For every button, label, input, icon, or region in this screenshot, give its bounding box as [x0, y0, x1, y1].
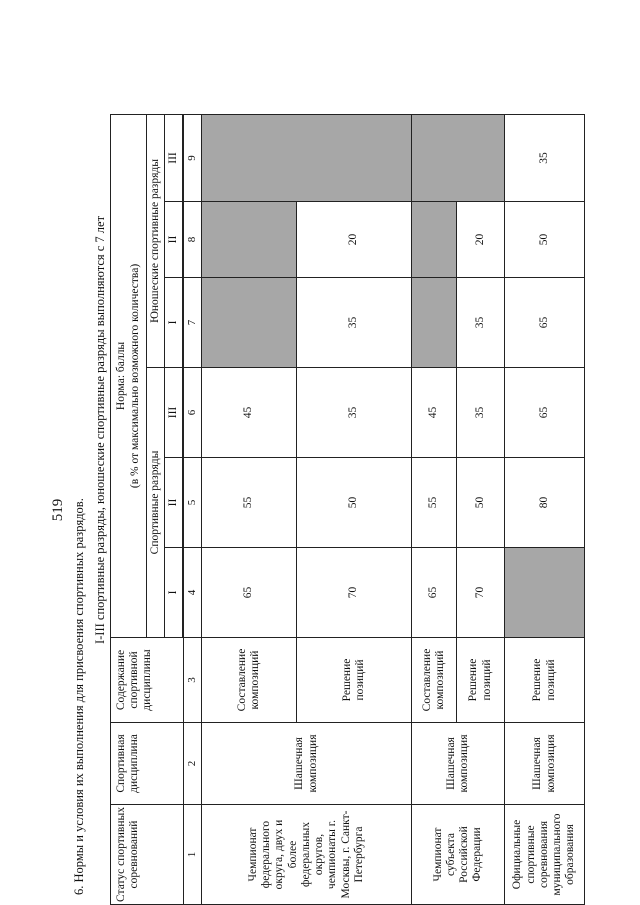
- value-cell-empty: [202, 202, 297, 278]
- column-number: 5: [184, 458, 202, 548]
- value-cell: 35: [505, 114, 585, 201]
- value-cell-empty: [505, 548, 585, 638]
- discipline-cell: Шашечная композиция: [505, 723, 585, 805]
- section-heading: 6. Нормы и условия их выполнения для присвоения спортивных разрядов.: [72, 498, 86, 895]
- status-cell: Чемпионат федерального округа, двух и более федеральных округов, чемпионаты г. Москвы, г. Санкт-Петербурга: [202, 805, 412, 905]
- content-cell: Составление композиций: [202, 638, 297, 723]
- value-cell: 35: [297, 278, 412, 368]
- value-cell: 65: [505, 278, 585, 368]
- value-cell-empty: [412, 114, 505, 201]
- value-cell: 50: [457, 458, 505, 548]
- value-cell: 55: [412, 458, 457, 548]
- table-caption: I-III спортивные разряды, юношеские спортивные разряды выполняются с 7 лет: [93, 215, 107, 645]
- discipline-cell: Шашечная композиция: [202, 723, 412, 805]
- value-cell: 35: [457, 368, 505, 458]
- value-cell: 50: [505, 202, 585, 278]
- column-number: 3: [184, 638, 202, 723]
- header-norm: [111, 114, 147, 637]
- value-cell: 80: [505, 458, 585, 548]
- column-number: 6: [184, 368, 202, 458]
- content-cell: Решение позиций: [297, 638, 412, 723]
- rank-col-header: I: [165, 548, 183, 638]
- page-number: 519: [50, 498, 66, 522]
- value-cell-empty: [412, 202, 457, 278]
- value-cell: 45: [202, 368, 297, 458]
- norms-table-container: [110, 115, 577, 905]
- value-cell: 65: [202, 548, 297, 638]
- header-row-1: [111, 114, 147, 904]
- status-cell: Чемпионат субъекта Российской Федерации: [412, 805, 505, 905]
- content-cell: Решение позиций: [505, 638, 585, 723]
- value-cell: 70: [297, 548, 412, 638]
- header-status: Статус спортивных соревнований: [111, 805, 184, 905]
- rank-col-header: III: [165, 368, 183, 458]
- value-cell: 55: [202, 458, 297, 548]
- table-row: [412, 114, 457, 904]
- value-cell: 65: [505, 368, 585, 458]
- value-cell: 65: [412, 548, 457, 638]
- rank-col-header: II: [165, 458, 183, 548]
- norms-table: [110, 114, 585, 905]
- value-cell-empty: [202, 114, 412, 201]
- column-number-row: [184, 114, 202, 904]
- header-youth-ranks: Юношеские спортивные разряды: [147, 114, 165, 367]
- column-number: 2: [184, 723, 202, 805]
- value-cell: 20: [297, 202, 412, 278]
- column-number: 8: [184, 202, 202, 278]
- column-number: 1: [184, 805, 202, 905]
- value-cell: 70: [457, 548, 505, 638]
- value-cell: 35: [457, 278, 505, 368]
- value-cell: 20: [457, 202, 505, 278]
- header-norm-title: Норма: баллы: [115, 341, 128, 411]
- column-number: 9: [184, 114, 202, 201]
- rank-col-header: III: [165, 114, 183, 201]
- value-cell-empty: [202, 278, 297, 368]
- value-cell: 35: [297, 368, 412, 458]
- column-number: 7: [184, 278, 202, 368]
- header-discipline: Спортивная дисциплина: [111, 723, 184, 805]
- status-cell: Официальные спортивные соревнования муниципального образования: [505, 805, 585, 905]
- value-cell-empty: [412, 278, 457, 368]
- header-norm-subtitle: (в % от максимально возможного количества): [128, 263, 141, 489]
- table-row: [505, 114, 585, 904]
- value-cell: 50: [297, 458, 412, 548]
- value-cell: 45: [412, 368, 457, 458]
- rank-col-header: I: [165, 278, 183, 368]
- header-sport-ranks: Спортивные разряды: [147, 368, 165, 638]
- content-cell: Решение позиций: [457, 638, 505, 723]
- content-cell: Составление композиций: [412, 638, 457, 723]
- rank-col-header: II: [165, 202, 183, 278]
- rotated-content: [50, 115, 590, 905]
- header-content: Содержание спортивной дисциплины: [111, 638, 184, 723]
- column-number: 4: [184, 548, 202, 638]
- discipline-cell: Шашечная композиция: [412, 723, 505, 805]
- table-row: [202, 114, 297, 904]
